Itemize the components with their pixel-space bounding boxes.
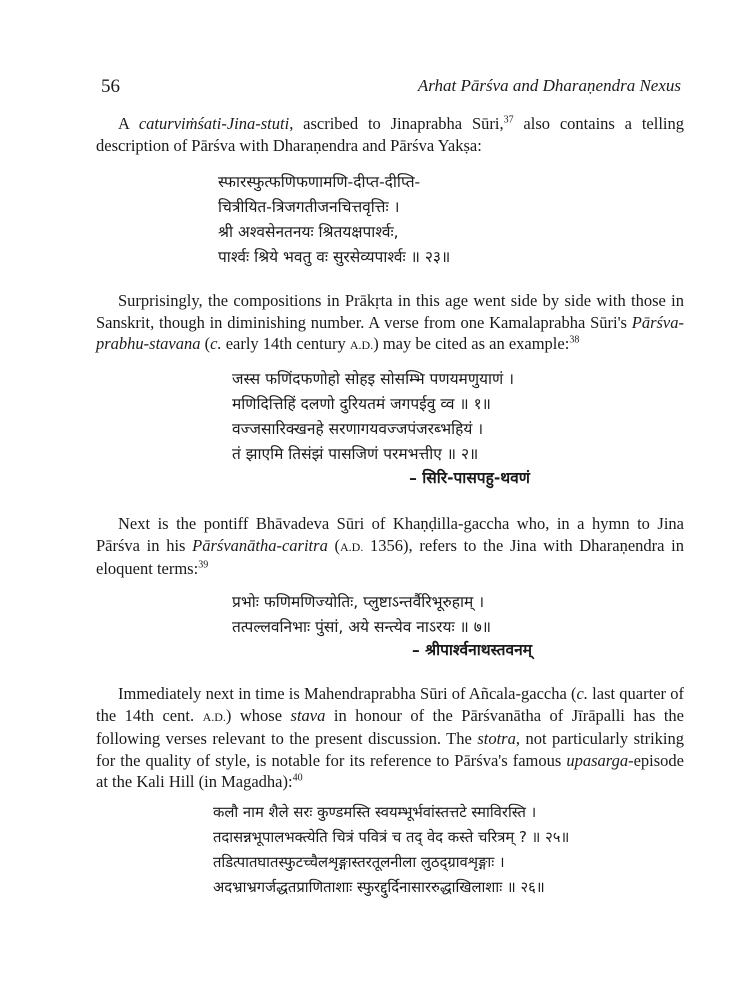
paragraph-4: [96, 683, 684, 793]
para2-text: Surprisingly, the compositions in Prākṛta in this age went side by side with those in Sanskrit, though in diminishing number. A verse from one Kamalaprabha Sūri's: [96, 291, 684, 332]
para2-era: A.D.: [349, 338, 374, 352]
para3-text: (: [327, 535, 341, 555]
para4-text: last quarter of the 14th cent.: [96, 684, 684, 725]
verse-line: प्रभोः फणिमणिज्योतिः, प्लुष्टाऽन्तर्वैरिभूरुहाम् ।: [232, 593, 485, 611]
verse-line: स्फारस्फुत्फणिफणामणि-दीप्त-दीप्ति-: [218, 173, 421, 191]
para4-circa: c.: [576, 684, 588, 703]
footnote-ref-39: 39: [198, 559, 209, 571]
para1-text: also contains a telling description of Pārśva with Dharaṇendra and Pārśva Yakṣa:: [96, 114, 685, 155]
verse-line: तडित्पातघातस्फुटच्चैलशृङ्गास्तरतूलनीला लुठद्ग्रावशृङ्गाः ।: [213, 854, 505, 871]
para1-title: caturviṁśati-Jina-stuti: [138, 114, 290, 133]
para4-text: in honour of the Pārśvanātha of Jīrāpalli has the following verses relevant to the present discussion. The: [96, 705, 685, 748]
para2-text: ) may be cited as an example:: [373, 334, 570, 353]
para4-stotra: stotra: [477, 729, 516, 748]
sanskrit-verse-1: [218, 170, 450, 270]
verse2-attribution: – सिरि-पासपहु-थवणं: [409, 469, 530, 487]
verse-line: चित्रीयित-त्रिजगतीजनचित्तवृत्तिः ।: [218, 198, 400, 216]
paragraph-1: [96, 113, 684, 156]
footnote-ref-37: 37: [503, 114, 514, 126]
verse-line: वज्जसारिक्खनहे सरणागयवज्जपंजरब्भहियं ।: [232, 420, 484, 438]
verse3-attribution: – श्रीपार्श्वनाथस्तवनम्: [411, 641, 532, 659]
paragraph-2: [96, 290, 684, 357]
page-header: [101, 76, 681, 102]
para2-circa: c.: [210, 334, 222, 353]
sanskrit-verse-4: [213, 800, 569, 900]
para2-text: early 14th century: [221, 334, 350, 353]
prakrit-verse-2: [232, 367, 514, 467]
verse-line: अदभ्राभ्रगर्जद्धतप्राणिताशाः स्फुरद्दुर्दिनासाररुद्धाखिलाशाः ॥ २६॥: [213, 879, 545, 896]
running-title: Arhat Pārśva and Dharaṇendra Nexus: [417, 76, 681, 95]
sanskrit-verse-3: [232, 590, 491, 640]
verse-line: मणिदित्तिहिं दलणो दुरियतमं जगपईवु व्व ॥ १॥: [232, 395, 491, 413]
para1-text: , ascribed to Jinaprabha Sūri,: [289, 114, 504, 133]
footnote-ref-38: 38: [569, 334, 580, 346]
verse-line: कलौ नाम शैले सरः कुण्डमस्ति स्वयम्भूर्भवांस्तत्तटे स्माविरस्ति ।: [213, 804, 537, 821]
para4-era: A.D.: [202, 709, 226, 724]
para2-text: (: [200, 334, 211, 353]
para4-text: -episode at the Kali Hill (in Magadha):: [96, 750, 684, 791]
footnote-ref-40: 40: [292, 772, 303, 784]
verse-line: श्री अश्वसेनतनयः श्रितयक्षपार्श्वः,: [218, 223, 399, 241]
verse-line: तत्पल्लवनिभाः पुंसां, अये सन्त्येव नाऽरयः ॥ ७॥: [232, 618, 492, 636]
para2-title: Pārśva-prabhu-stavana: [96, 312, 684, 353]
para3-era: A.D.: [340, 539, 364, 554]
verse-line: पार्श्वः श्रिये भवतु वः सुरसेव्यपार्श्वः ॥ २३॥: [218, 248, 451, 266]
para3-text: Next is the pontiff Bhāvadeva Sūri of Khaṇḍilla-gaccha who, in a hymn to Jina Pārśva in his: [96, 514, 684, 555]
para4-text: Immediately next in time is Mahendraprabha Sūri of Añcala-gaccha (: [118, 684, 577, 703]
para4-stava: stava: [290, 705, 326, 725]
para3-text: 1356), refers to the Jina with Dharaṇendra in eloquent terms:: [96, 535, 684, 578]
para4-text: , not particularly striking for the quality of style, is notable for its reference to Pārśva's famous: [96, 729, 684, 770]
para4-text: ) whose: [225, 705, 291, 725]
para3-title: Pārśvanātha-caritra: [192, 535, 328, 555]
verse-line: तदासन्नभूपालभक्त्येति चित्रं पवित्रं च तद् वेद कस्ते चरित्रम् ? ॥ २५॥: [213, 829, 570, 846]
paragraph-3: [96, 513, 684, 580]
verse-line: तं झाएमि तिसंझं पासजिणं परमभत्तीए ॥ २॥: [232, 445, 479, 463]
para1-text: A: [118, 114, 139, 133]
para4-upasarga: upasarga: [566, 750, 629, 770]
page-number: 56: [101, 76, 120, 97]
verse-line: जस्स फणिंदफणोहो सोहइ सोसम्भि पणयमणुयाणं ।: [232, 370, 515, 388]
